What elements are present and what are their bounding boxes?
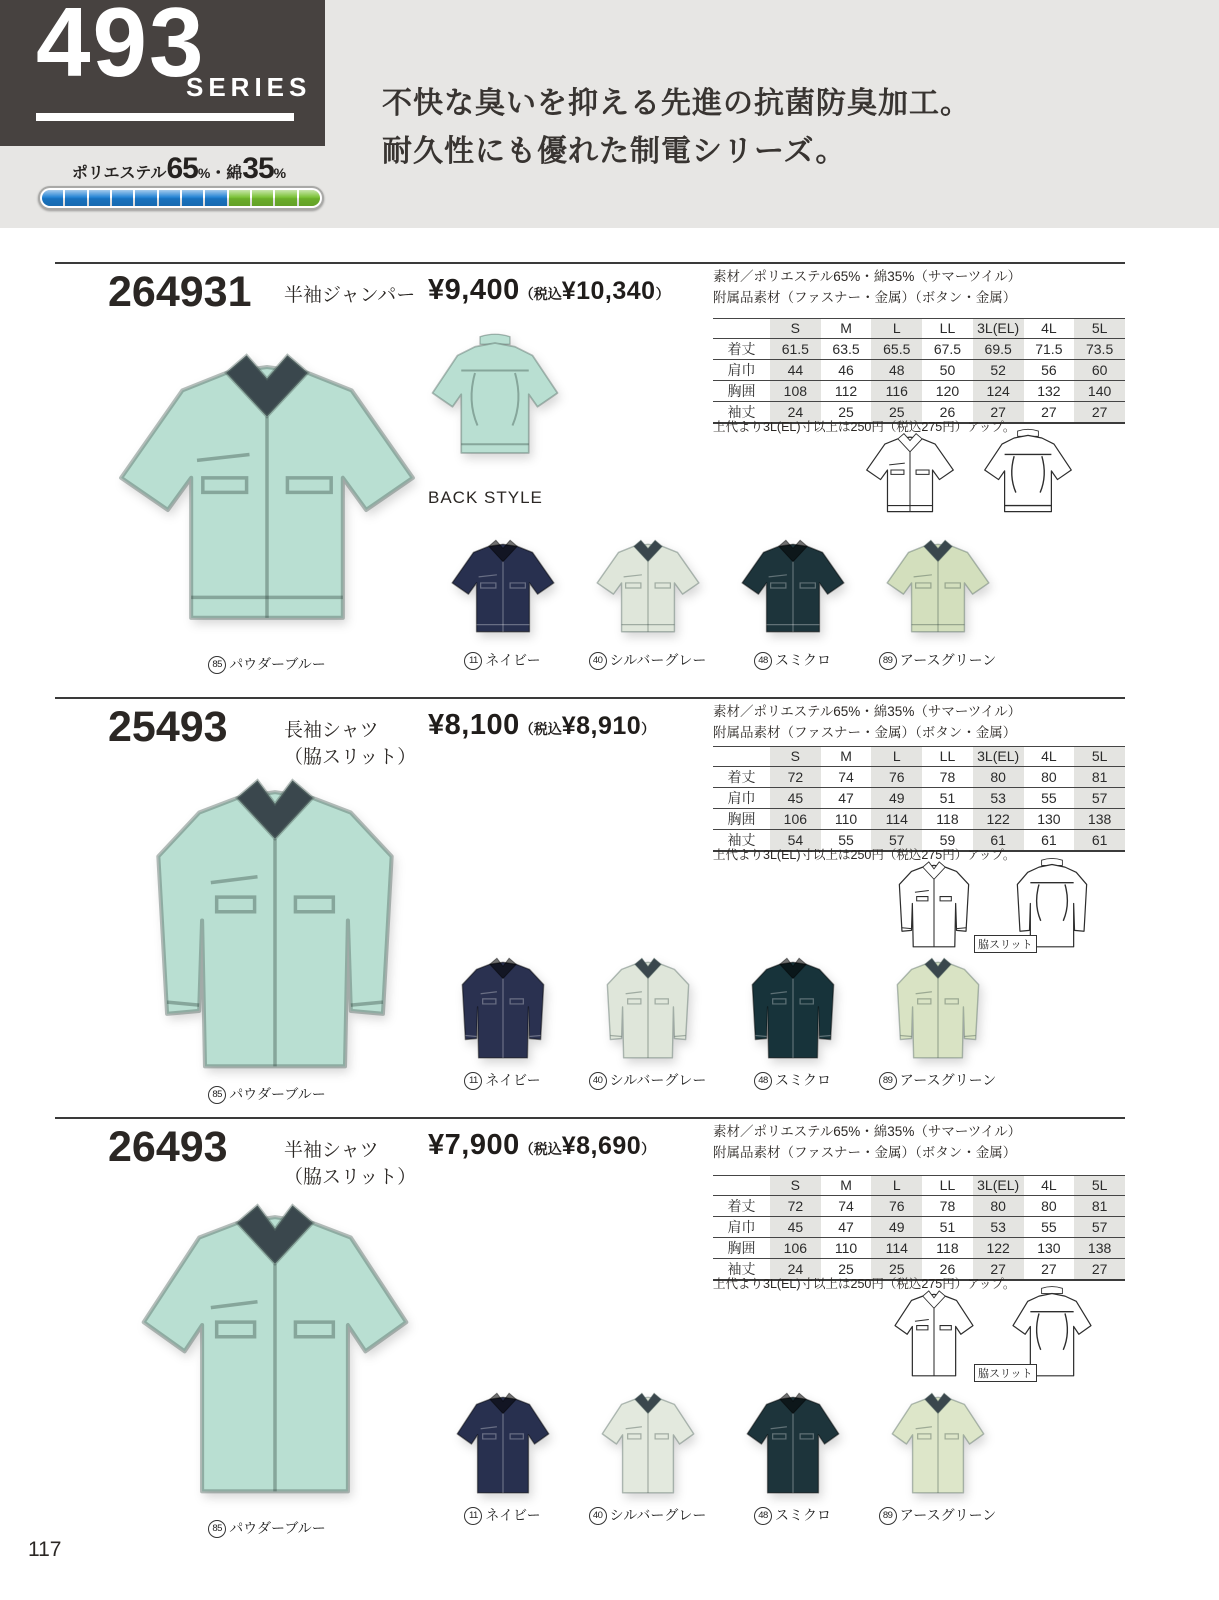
variant-photo-48 xyxy=(732,950,854,1064)
price-tax-prefix: （税込 xyxy=(519,286,562,302)
product-name-line2: （脇スリット） xyxy=(284,746,417,768)
size-table-header-cell: S xyxy=(770,1176,821,1196)
size-table-cell: 57 xyxy=(871,829,922,851)
size-table-cell: 78 xyxy=(922,766,973,787)
size-table-header-cell: 胸囲 xyxy=(713,380,770,401)
size-table-cell: 80 xyxy=(1024,766,1075,787)
color-variant xyxy=(865,950,1010,1090)
size-table-header-cell: 3L(EL) xyxy=(973,1176,1024,1196)
color-number-badge: 48 xyxy=(754,1072,772,1090)
variant-photo-89 xyxy=(877,1385,999,1499)
size-table-header-cell: 着丈 xyxy=(713,766,770,787)
size-table-cell: 45 xyxy=(770,787,821,808)
variant-photo-89 xyxy=(877,950,999,1064)
size-table-cell: 45 xyxy=(770,1216,821,1237)
size-table-cell: 57 xyxy=(1074,1216,1125,1237)
size-table-cell: 80 xyxy=(973,1195,1024,1216)
color-variant-label: 48 スミクロ xyxy=(754,1505,831,1525)
technical-sketch xyxy=(858,425,1080,522)
size-table-cell: 59 xyxy=(922,829,973,851)
size-table-cell: 65.5 xyxy=(871,338,922,359)
size-table-cell: 55 xyxy=(821,829,872,851)
series-label: SERIES xyxy=(186,72,312,102)
side-slit-tag: 脇スリット xyxy=(974,935,1037,953)
size-table-header-cell: L xyxy=(871,319,922,339)
size-table-row xyxy=(713,380,1125,401)
variant-photo-48 xyxy=(732,1385,854,1499)
bar-segment-blue xyxy=(112,190,133,206)
main-color-label xyxy=(92,1518,442,1538)
bar-segment-green xyxy=(299,190,320,206)
size-table-cell: 61 xyxy=(1074,829,1125,851)
bar-segment-blue xyxy=(205,190,226,206)
size-table-header-cell: 4L xyxy=(1024,747,1075,767)
size-table-header-cell: LL xyxy=(922,319,973,339)
price-tax-amount: ¥10,340 xyxy=(561,277,656,305)
size-table-cell: 60 xyxy=(1074,359,1125,380)
color-number-badge: 89 xyxy=(879,652,897,670)
size-table-header-cell: L xyxy=(871,1176,922,1196)
size-table-cell: 120 xyxy=(922,380,973,401)
technical-sketch xyxy=(882,1284,1104,1381)
size-table-header-cell: M xyxy=(821,319,872,339)
size-note: 上代より3L(EL)寸以上は250円（税込275円）アップ。 xyxy=(713,1277,1016,1291)
size-table-cell: 124 xyxy=(973,380,1024,401)
variant-photo-11 xyxy=(442,1385,564,1499)
size-table-row xyxy=(713,338,1125,359)
section-divider xyxy=(55,262,1125,264)
fabric-value-2: 35 xyxy=(242,152,274,185)
color-variant-label: 11 ネイビー xyxy=(464,650,540,670)
bar-segment-green xyxy=(275,190,296,206)
color-variant-label: 40 シルバーグレー xyxy=(589,1070,707,1090)
logo-underline xyxy=(36,113,294,121)
color-variant-label: 89 アースグリーン xyxy=(879,1070,997,1090)
product-code: 264931 xyxy=(108,268,252,316)
size-table-cell: 47 xyxy=(821,787,872,808)
size-table-cell: 71.5 xyxy=(1024,338,1075,359)
product-name-line1: 長袖シャツ xyxy=(284,720,379,741)
size-table-cell: 73.5 xyxy=(1074,338,1125,359)
size-table-header-row xyxy=(713,319,1125,339)
size-table-cell: 27 xyxy=(973,1258,1024,1280)
size-table-row xyxy=(713,808,1125,829)
size-table-header-cell: 3L(EL) xyxy=(973,319,1024,339)
price-amount: ¥9,400 xyxy=(428,274,520,306)
color-variant xyxy=(430,1385,575,1525)
size-table-cell: 49 xyxy=(871,787,922,808)
size-table-header-cell: 胸囲 xyxy=(713,1237,770,1258)
size-table-header-cell: LL xyxy=(922,747,973,767)
color-variant-label: 48 スミクロ xyxy=(754,650,831,670)
price-tax-amount: ¥8,690 xyxy=(561,1132,642,1160)
size-table-cell: 26 xyxy=(922,1258,973,1280)
size-table-cell: 57 xyxy=(1074,787,1125,808)
size-table-cell: 27 xyxy=(1074,401,1125,423)
size-table-cell: 49 xyxy=(871,1216,922,1237)
size-table-cell: 53 xyxy=(973,1216,1024,1237)
sketch-front xyxy=(882,1284,986,1381)
color-number-badge: 11 xyxy=(464,1072,482,1090)
size-table-header-cell: 肩巾 xyxy=(713,787,770,808)
price-tax-suffix: ） xyxy=(655,286,670,302)
color-variant-label: 40 シルバーグレー xyxy=(589,650,707,670)
size-table-cell: 122 xyxy=(973,1237,1024,1258)
color-variant-label: 40 シルバーグレー xyxy=(589,1505,707,1525)
size-table-header-row xyxy=(713,1176,1125,1196)
size-table-cell: 51 xyxy=(922,1216,973,1237)
color-number-badge: 40 xyxy=(589,1072,607,1090)
color-variant xyxy=(575,530,720,670)
color-number-badge: 85 xyxy=(208,1086,226,1104)
material-line1: 素材／ポリエステル65%・綿35%（サマーツイル） xyxy=(713,1124,1022,1139)
bar-segment-blue xyxy=(65,190,86,206)
price-amount: ¥8,100 xyxy=(428,709,520,741)
technical-sketch xyxy=(882,855,1104,952)
product-name-line1: 半袖ジャンパー xyxy=(284,285,416,306)
size-table-cell: 80 xyxy=(1024,1195,1075,1216)
size-table-cell: 130 xyxy=(1024,1237,1075,1258)
color-variant xyxy=(720,530,865,670)
color-variant xyxy=(430,950,575,1090)
size-table-cell: 74 xyxy=(821,1195,872,1216)
product-price xyxy=(428,274,670,307)
size-table-cell: 72 xyxy=(770,1195,821,1216)
variant-photo-11 xyxy=(442,950,564,1064)
size-table-cell: 138 xyxy=(1074,1237,1125,1258)
size-table-cell: 69.5 xyxy=(973,338,1024,359)
size-table-header-cell: 肩巾 xyxy=(713,359,770,380)
color-number-badge: 11 xyxy=(464,1507,482,1525)
material-info xyxy=(713,702,1021,744)
catch-copy-line2: 耐久性にも優れた制電シリーズ。 xyxy=(382,135,847,168)
size-table-cell: 122 xyxy=(973,808,1024,829)
size-table-row xyxy=(713,766,1125,787)
variant-photo-89 xyxy=(877,530,999,644)
size-table-cell: 51 xyxy=(922,787,973,808)
size-table-header-cell: 4L xyxy=(1024,1176,1075,1196)
main-product-photo xyxy=(100,1182,450,1509)
size-table-header-cell: 5L xyxy=(1074,319,1125,339)
size-table-cell: 27 xyxy=(1024,1258,1075,1280)
main-product-photo xyxy=(100,757,450,1084)
size-table-cell: 50 xyxy=(922,359,973,380)
size-table-header-row xyxy=(713,747,1125,767)
size-table-cell: 106 xyxy=(770,1237,821,1258)
main-photo-wrap xyxy=(100,757,450,1089)
size-table-row xyxy=(713,359,1125,380)
product-section-25493 xyxy=(0,697,1219,1117)
sketch-back xyxy=(976,425,1080,522)
size-table-cell: 61 xyxy=(973,829,1024,851)
size-table-cell: 116 xyxy=(871,380,922,401)
series-logo-box xyxy=(0,0,325,146)
price-tax-amount: ¥8,910 xyxy=(561,712,642,740)
size-table-cell: 55 xyxy=(1024,787,1075,808)
variant-photo-40 xyxy=(587,950,709,1064)
size-table-cell: 110 xyxy=(821,1237,872,1258)
size-table-header-cell xyxy=(713,319,770,339)
color-variants-row xyxy=(430,1385,1010,1525)
size-table-cell: 108 xyxy=(770,380,821,401)
back-style-photo-wrap xyxy=(420,328,570,473)
header-band xyxy=(0,0,1219,228)
size-table-cell: 26 xyxy=(922,401,973,423)
size-table-row xyxy=(713,787,1125,808)
size-table-cell: 46 xyxy=(821,359,872,380)
size-table-cell: 63.5 xyxy=(821,338,872,359)
page-number: 117 xyxy=(28,1538,62,1561)
section-divider xyxy=(55,1117,1125,1119)
variant-photo-40 xyxy=(587,1385,709,1499)
size-table-header-cell: 袖丈 xyxy=(713,1258,770,1280)
variant-photo-11 xyxy=(442,530,564,644)
size-table-header-cell: 4L xyxy=(1024,319,1075,339)
size-table-cell: 27 xyxy=(973,401,1024,423)
size-table-cell: 27 xyxy=(1024,401,1075,423)
section-divider xyxy=(55,697,1125,699)
bar-segment-green xyxy=(229,190,250,206)
size-table xyxy=(713,1175,1125,1281)
size-table-row xyxy=(713,1195,1125,1216)
back-style-photo xyxy=(420,328,570,468)
back-style-label: BACK STYLE xyxy=(428,488,543,507)
size-table-header-cell xyxy=(713,1176,770,1196)
main-product-photo xyxy=(92,326,442,653)
bar-segment-blue xyxy=(182,190,203,206)
color-variant xyxy=(720,950,865,1090)
main-color-label xyxy=(92,1084,442,1104)
size-table-cell: 80 xyxy=(973,766,1024,787)
size-table-cell: 130 xyxy=(1024,808,1075,829)
variant-photo-40 xyxy=(587,530,709,644)
size-table xyxy=(713,746,1125,852)
product-price xyxy=(428,1129,655,1162)
product-name-line1: 半袖シャツ xyxy=(284,1140,379,1161)
material-line1: 素材／ポリエステル65%・綿35%（サマーツイル） xyxy=(713,704,1022,719)
size-note: 上代より3L(EL)寸以上は250円（税込275円）アップ。 xyxy=(713,848,1016,862)
fabric-ratio-bar xyxy=(38,186,324,210)
variant-photo-48 xyxy=(732,530,854,644)
size-table-header-cell: 肩巾 xyxy=(713,1216,770,1237)
size-table-cell: 25 xyxy=(821,1258,872,1280)
color-variant-label: 89 アースグリーン xyxy=(879,1505,997,1525)
color-variant xyxy=(865,1385,1010,1525)
size-table-header-cell: 袖丈 xyxy=(713,829,770,851)
color-number-badge: 11 xyxy=(464,652,482,670)
size-table-header-cell: M xyxy=(821,1176,872,1196)
color-variant xyxy=(430,530,575,670)
product-price xyxy=(428,709,655,742)
sketch-front xyxy=(882,855,986,952)
size-note: 上代より3L(EL)寸以上は250円（税込275円）アップ。 xyxy=(713,420,1016,434)
catch-copy xyxy=(382,80,971,176)
size-table-header-cell: 5L xyxy=(1074,1176,1125,1196)
color-variant-label: 89 アースグリーン xyxy=(879,650,997,670)
main-photo-wrap xyxy=(100,1182,450,1514)
fabric-bar-segments xyxy=(42,190,320,206)
main-color-name: パウダーブルー xyxy=(229,1086,326,1102)
product-name-line2: （脇スリット） xyxy=(284,1166,417,1188)
size-table-header-cell xyxy=(713,747,770,767)
color-number-badge: 48 xyxy=(754,1507,772,1525)
size-table-cell: 54 xyxy=(770,829,821,851)
size-table-cell: 106 xyxy=(770,808,821,829)
size-table-cell: 138 xyxy=(1074,808,1125,829)
bar-segment-blue xyxy=(89,190,110,206)
material-line2: 附属品素材（ファスナー・金属）（ボタン・金属） xyxy=(713,1144,1017,1160)
size-table-cell: 67.5 xyxy=(922,338,973,359)
size-table-header-cell: S xyxy=(770,319,821,339)
fabric-unit-1: % xyxy=(197,165,211,181)
color-number-badge: 89 xyxy=(879,1072,897,1090)
color-number-badge: 85 xyxy=(208,1520,226,1538)
size-table-cell: 27 xyxy=(1074,1258,1125,1280)
fabric-value-1: 65 xyxy=(166,152,198,185)
material-info xyxy=(713,267,1021,309)
size-table-header-cell: LL xyxy=(922,1176,973,1196)
color-variant xyxy=(575,1385,720,1525)
size-table-header-cell: S xyxy=(770,747,821,767)
material-line2: 附属品素材（ファスナー・金属）（ボタン・金属） xyxy=(713,289,1017,305)
color-number-badge: 48 xyxy=(754,652,772,670)
size-table-cell: 24 xyxy=(770,401,821,423)
size-table-cell: 74 xyxy=(821,766,872,787)
fabric-unit-2: % xyxy=(273,165,287,181)
main-color-name: パウダーブルー xyxy=(229,1520,326,1536)
color-number-badge: 40 xyxy=(589,652,607,670)
color-number-badge: 89 xyxy=(879,1507,897,1525)
side-slit-tag: 脇スリット xyxy=(974,1364,1037,1382)
product-name xyxy=(284,283,415,310)
size-table-cell: 114 xyxy=(871,808,922,829)
main-color-name: パウダーブルー xyxy=(229,656,326,672)
size-table-row xyxy=(713,1216,1125,1237)
size-table-cell: 61.5 xyxy=(770,338,821,359)
color-variants-row xyxy=(430,950,1010,1090)
price-amount: ¥7,900 xyxy=(428,1129,520,1161)
size-table-cell: 55 xyxy=(1024,1216,1075,1237)
size-table-header-cell: 着丈 xyxy=(713,338,770,359)
price-tax-prefix: （税込 xyxy=(519,1141,562,1157)
size-table-cell: 76 xyxy=(871,1195,922,1216)
color-variant-label: 11 ネイビー xyxy=(464,1505,540,1525)
material-line2: 附属品素材（ファスナー・金属）（ボタン・金属） xyxy=(713,724,1017,740)
size-table-cell: 25 xyxy=(871,401,922,423)
product-section-26493 xyxy=(0,1117,1219,1557)
size-table-cell: 53 xyxy=(973,787,1024,808)
size-table-header-cell: 5L xyxy=(1074,747,1125,767)
size-table-header-cell: M xyxy=(821,747,872,767)
color-variants-row xyxy=(430,530,1010,670)
main-color-label xyxy=(92,654,442,674)
size-table-cell: 140 xyxy=(1074,380,1125,401)
size-table-header-cell: 袖丈 xyxy=(713,401,770,423)
fabric-label-1: ポリエステル xyxy=(71,165,167,182)
size-table-cell: 47 xyxy=(821,1216,872,1237)
fabric-composition xyxy=(38,152,320,186)
size-table-cell: 61 xyxy=(1024,829,1075,851)
product-code: 26493 xyxy=(108,1123,228,1171)
size-table-cell: 132 xyxy=(1024,380,1075,401)
product-code: 25493 xyxy=(108,703,228,751)
fabric-ratio-bar-inner xyxy=(40,188,322,208)
color-number-badge: 85 xyxy=(208,656,226,674)
size-table-header-cell: L xyxy=(871,747,922,767)
color-number-badge: 40 xyxy=(589,1507,607,1525)
bar-segment-blue xyxy=(42,190,63,206)
main-photo-wrap xyxy=(92,326,442,658)
size-table-cell: 118 xyxy=(922,808,973,829)
size-table-cell: 52 xyxy=(973,359,1024,380)
product-section-264931 xyxy=(0,262,1219,697)
size-table-cell: 78 xyxy=(922,1195,973,1216)
color-variant xyxy=(865,530,1010,670)
series-number: 493 xyxy=(36,0,206,97)
size-table-header-cell: 着丈 xyxy=(713,1195,770,1216)
size-table-cell: 25 xyxy=(871,1258,922,1280)
bar-segment-blue xyxy=(159,190,180,206)
material-line1: 素材／ポリエステル65%・綿35%（サマーツイル） xyxy=(713,269,1022,284)
size-table-header-cell: 胸囲 xyxy=(713,808,770,829)
color-variant xyxy=(720,1385,865,1525)
color-variant xyxy=(575,950,720,1090)
size-table-row xyxy=(713,1237,1125,1258)
size-table-cell: 25 xyxy=(821,401,872,423)
size-table-cell: 44 xyxy=(770,359,821,380)
sketch-front xyxy=(858,425,962,522)
size-table-cell: 76 xyxy=(871,766,922,787)
size-table-cell: 56 xyxy=(1024,359,1075,380)
material-info xyxy=(713,1122,1021,1164)
fabric-label-2: ・綿 xyxy=(210,165,243,182)
price-tax-suffix: ） xyxy=(641,721,656,737)
size-table-cell: 48 xyxy=(871,359,922,380)
price-tax-suffix: ） xyxy=(641,1141,656,1157)
color-variant-label: 11 ネイビー xyxy=(464,1070,540,1090)
size-table-cell: 24 xyxy=(770,1258,821,1280)
size-table-cell: 118 xyxy=(922,1237,973,1258)
size-table xyxy=(713,318,1125,424)
color-variant-label: 48 スミクロ xyxy=(754,1070,831,1090)
size-table-cell: 114 xyxy=(871,1237,922,1258)
size-table-cell: 72 xyxy=(770,766,821,787)
catch-copy-line1: 不快な臭いを抑える先進の抗菌防臭加工。 xyxy=(382,87,971,120)
size-table-cell: 81 xyxy=(1074,766,1125,787)
size-table-header-cell: 3L(EL) xyxy=(973,747,1024,767)
price-tax-prefix: （税込 xyxy=(519,721,562,737)
size-table-cell: 110 xyxy=(821,808,872,829)
bar-segment-blue xyxy=(135,190,156,206)
bar-segment-green xyxy=(252,190,273,206)
size-table-cell: 81 xyxy=(1074,1195,1125,1216)
size-table-cell: 112 xyxy=(821,380,872,401)
